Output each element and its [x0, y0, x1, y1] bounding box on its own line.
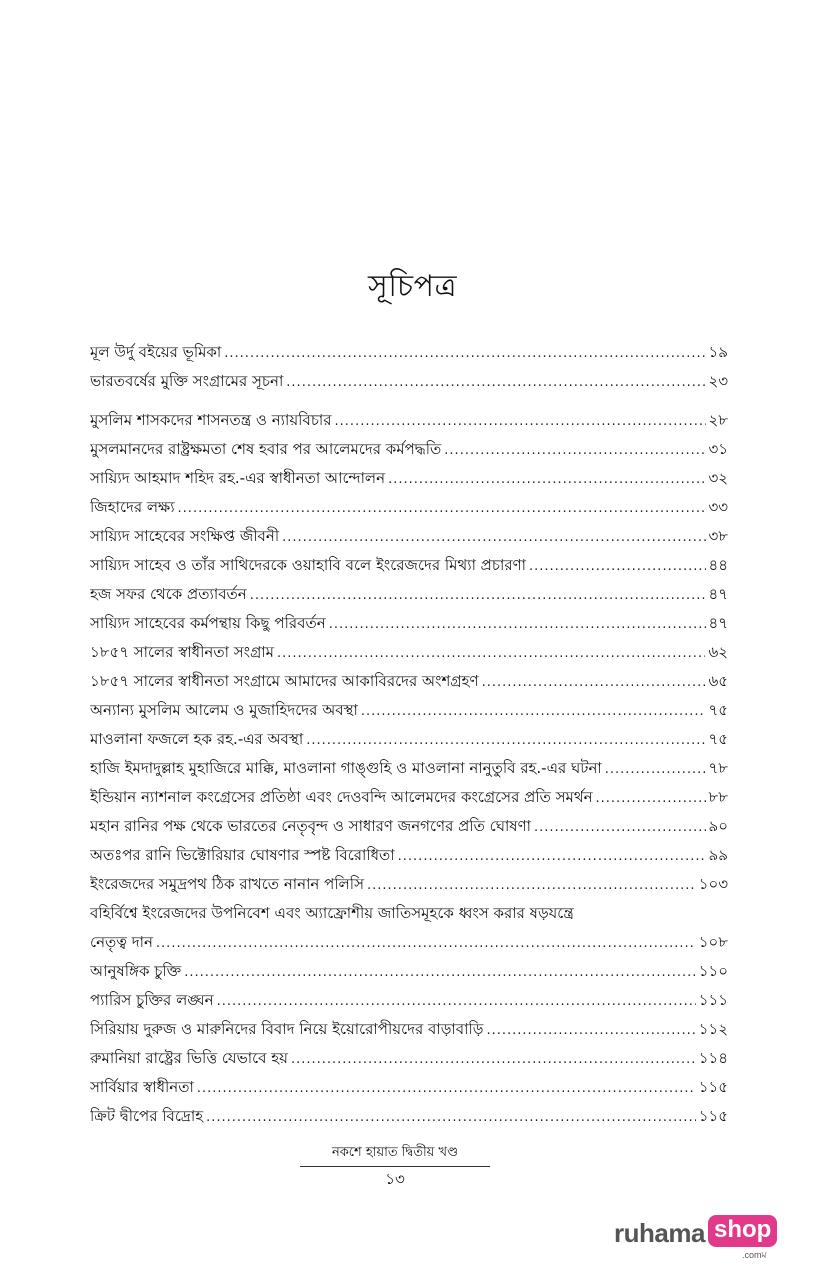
dot-leader [178, 494, 706, 522]
dot-leader [482, 668, 706, 696]
toc-entry[interactable] [90, 435, 728, 464]
toc-entry-page: ৯৯ [708, 846, 728, 864]
dot-leader [367, 871, 696, 899]
logo-wordmark: ruhama [614, 1218, 705, 1248]
book-title-footer: নকশে হায়াত দ্বিতীয় খণ্ড [300, 1143, 490, 1167]
dot-leader [282, 523, 705, 551]
dot-leader [398, 842, 706, 870]
toc-entry-title: সিরিয়ায় দুরুজ ও মারুনিদের বিবাদ নিয়ে ইয়োরোপীয়দের বাড়াবাড়ি [90, 1020, 484, 1038]
toc-entry-page: ১৯ [708, 343, 728, 361]
toc-entry-page: ৩১ [708, 440, 728, 458]
toc-entry-title: হাজি ইমদাদুল্লাহ মুহাজিরে মাক্কি, মাওলানা গাঙ্গুহি ও মাওলানা নানুতুবি রহ.-এর ঘটনা [90, 759, 602, 777]
toc-entry-page: ৬৫ [708, 672, 728, 690]
toc-entry-title: সায়্যিদ আহমাদ শহিদ রহ.-এর স্বাধীনতা আন্দোলন [90, 469, 386, 487]
toc-entry-title: ইংরেজদের সমুদ্রপথ ঠিক রাখতে নানান পলিসি [90, 875, 365, 893]
toc-entry-title: সায়্যিদ সাহেব ও তাঁর সাথিদেরকে ওয়াহাবি বলে ইংরেজদের মিথ্যা প্রচারণা [90, 556, 526, 574]
toc-entry-title: ১৮৫৭ সালের স্বাধীনতা সংগ্রাম [90, 643, 274, 661]
toc-entry-page: ১১৪ [698, 1049, 728, 1067]
toc-entry-title: জিহাদের লক্ষ্য [90, 498, 175, 516]
dot-leader [486, 1016, 695, 1044]
toc-entry-title: মহান রানির পক্ষ থেকে ভারতের নেতৃবৃন্দ ও সাধারণ জনগণের প্রতি ঘোষণা [90, 817, 531, 835]
toc-entry[interactable] [90, 1015, 728, 1044]
section-gap [90, 396, 728, 406]
toc-entry-title-continued: নেতৃত্ব দান [90, 933, 153, 951]
toc-entry[interactable] [90, 638, 728, 667]
dot-leader [291, 1045, 696, 1073]
toc-entry-page: ১১০ [698, 962, 728, 980]
toc-entry-title: সায়্যিদ সাহেবের সংক্ষিপ্ত জীবনী [90, 527, 280, 545]
toc-entry-title: সার্বিয়ার স্বাধীনতা [90, 1078, 194, 1096]
dot-leader [361, 697, 706, 725]
toc-entry-title: অতঃপর রানি ভিক্টোরিয়ার ঘোষণার স্পষ্ট বিরোধিতা [90, 846, 395, 864]
toc-entry-title: মূল উর্দু বইয়ের ভূমিকা [90, 343, 222, 361]
toc-entry-title: মাওলানা ফজলে হক রহ.-এর অবস্থা [90, 730, 304, 748]
toc-entry[interactable] [90, 667, 728, 696]
toc-entry-page: ১১৫ [698, 1107, 728, 1125]
toc-entry-page: ২৩ [708, 372, 728, 390]
toc-entry-title: ক্রিট দ্বীপের বিদ্রোহ [90, 1107, 204, 1125]
toc-entry[interactable] [90, 696, 728, 725]
toc-entry-page: ৪৭ [708, 585, 728, 603]
toc-entry[interactable] [90, 464, 728, 493]
toc-entry[interactable] [90, 725, 728, 754]
toc-entry-page: ৭৫ [708, 730, 728, 748]
toc-entry[interactable] [90, 812, 728, 841]
toc-entry[interactable] [90, 580, 728, 609]
toc-entry-page: ২৮ [708, 411, 728, 429]
toc-entry-page: ৪৪ [708, 556, 728, 574]
toc-entry[interactable] [90, 870, 728, 899]
toc-entry-title: ভারতবর্ষের মুক্তি সংগ্রামের সূচনা [90, 372, 284, 390]
dot-leader [534, 813, 706, 841]
toc-entry[interactable] [90, 609, 728, 638]
toc-entry[interactable] [90, 493, 728, 522]
dot-leader [250, 581, 706, 609]
toc-entry[interactable] [90, 841, 728, 870]
toc-entry-page: ৩৩ [708, 498, 728, 516]
dot-leader [156, 929, 696, 957]
toc-entry-page: ১১১ [698, 991, 728, 1009]
toc-entry-page: ৮৮ [708, 788, 728, 806]
page-number: ১৩ [385, 1170, 405, 1188]
dot-leader [184, 958, 696, 986]
toc-entry-page: ৭৮ [708, 759, 728, 777]
toc-entry[interactable] [90, 406, 728, 435]
toc-entry[interactable] [90, 367, 728, 396]
toc-entry-title: মুসলমানদের রাষ্ট্রক্ষমতা শেষ হবার পর আলেমদের কর্মপদ্ধতি [90, 440, 442, 458]
toc-entry-page: ৯০ [708, 817, 728, 835]
toc-entry-continuation[interactable] [90, 928, 728, 957]
table-of-contents [90, 338, 728, 1131]
toc-entry[interactable] [90, 1044, 728, 1073]
dot-leader [224, 339, 705, 367]
toc-entry-title: অন্যান্য মুসলিম আলেম ও মুজাহিদদের অবস্থা [90, 701, 358, 719]
toc-entry-first-line[interactable] [90, 899, 728, 928]
toc-entry-title: ইন্ডিয়ান ন্যাশনাল কংগ্রেসের প্রতিষ্ঠা এবং দেওবন্দি আলেমদের কংগ্রেসের প্রতি সমর্থন [90, 788, 593, 806]
toc-entry[interactable] [90, 754, 728, 783]
ruhamashop-logo [614, 1212, 789, 1262]
toc-entry-title: আনুষঙ্গিক চুক্তি [90, 962, 182, 980]
toc-entry[interactable] [90, 522, 728, 551]
toc-entry-page: ১১২ [698, 1020, 728, 1038]
toc-entry-page: ৭৫ [708, 701, 728, 719]
toc-entry-title: বহির্বিশ্বে ইংরেজদের উপনিবেশ এবং অ্যাফ্রোশীয় জাতিসমূহকে ধ্বংস করার ষড়যন্ত্রে [90, 904, 574, 922]
toc-entry[interactable] [90, 551, 728, 580]
dot-leader [329, 610, 706, 638]
dot-leader [306, 726, 705, 754]
toc-entry-title: ১৮৫৭ সালের স্বাধীনতা সংগ্রামে আমাদের আকাবিরদের অংশগ্রহণ [90, 672, 479, 690]
toc-entry-page: ১০৮ [698, 933, 728, 951]
dot-leader [286, 368, 705, 396]
dot-leader [335, 407, 706, 435]
toc-entry-page: ১১৫ [698, 1078, 728, 1096]
dot-leader [444, 436, 705, 464]
dot-leader [197, 1074, 696, 1102]
dot-leader [217, 987, 696, 1015]
toc-entry-title: হজ সফর থেকে প্রত্যাবর্তন [90, 585, 247, 603]
dot-leader [596, 784, 706, 812]
toc-entry-title: প্যারিস চুক্তির লঙ্ঘন [90, 991, 214, 1009]
dot-leader [277, 639, 705, 667]
toc-entry-title: রুমানিয়া রাষ্ট্রের ভিত্তি যেভাবে হয় [90, 1049, 288, 1067]
dot-leader [529, 552, 706, 580]
toc-entry[interactable] [90, 957, 728, 986]
page-title: সূচিপত্র [368, 269, 457, 304]
toc-entry-page: ৪৭ [708, 614, 728, 632]
toc-entry[interactable] [90, 783, 728, 812]
toc-entry[interactable] [90, 1102, 728, 1131]
logo-shop-badge: shop [708, 1215, 777, 1247]
toc-entry[interactable] [90, 1073, 728, 1102]
toc-entry-page: ১০৩ [698, 875, 728, 893]
toc-entry-page: ৬২ [708, 643, 728, 661]
toc-entry-page: ৩২ [708, 469, 728, 487]
toc-entry[interactable] [90, 986, 728, 1015]
toc-entry-title: সায়্যিদ সাহেবের কর্মপন্থায় কিছু পরিবর্তন [90, 614, 326, 632]
toc-entry-title: মুসলিম শাসকদের শাসনতন্ত্র ও ন্যায়বিচার [90, 411, 332, 429]
toc-entry[interactable] [90, 338, 728, 367]
logo-domain-suffix: .comম [742, 1250, 767, 1260]
dot-leader [206, 1103, 696, 1131]
dot-leader [605, 755, 706, 783]
toc-entry-page: ৩৮ [708, 527, 728, 545]
dot-leader [388, 465, 705, 493]
